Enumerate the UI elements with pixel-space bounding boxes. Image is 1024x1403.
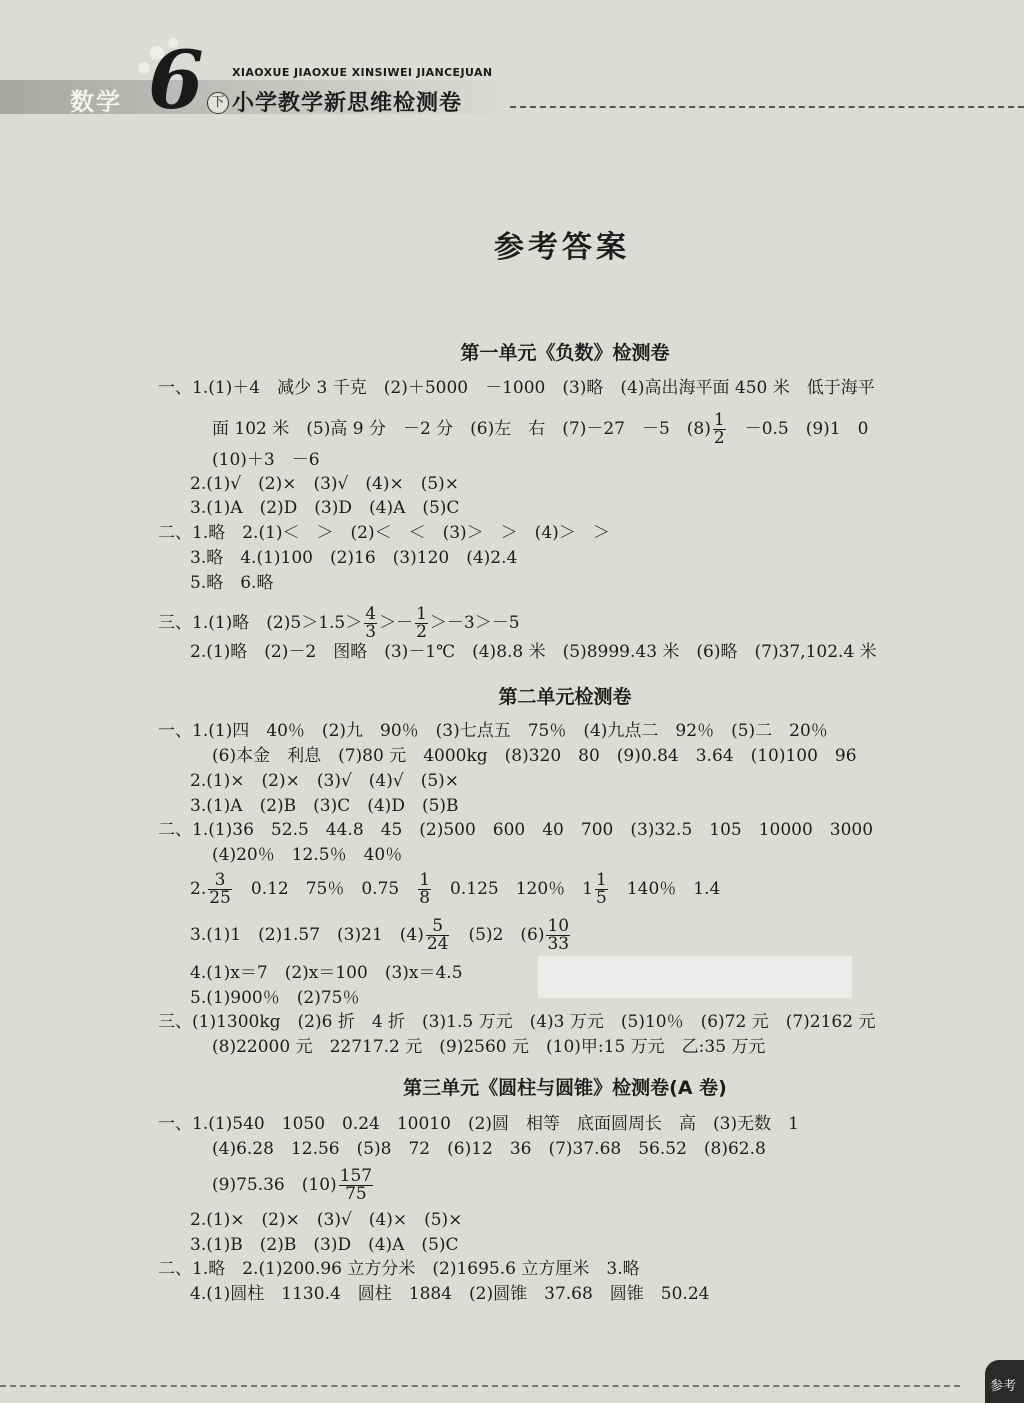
answer-line: 一、1.(1)＋4 减少 3 千克 (2)＋5000 －1000 (3)略 (4)高出海平面 450 米 低于海平 (158, 378, 875, 398)
header-volume: 下 (207, 92, 229, 114)
answer-line: 三、1.(1)略 (2)5＞1.5＞ $\frac{4}{3}$ ＞－ $\frac{1}{2}$ ＞－3＞－5 (158, 604, 520, 642)
answer-line: 2.(1)√ (2)× (3)√ (4)× (5)× (190, 474, 460, 494)
answer-line: 3.(1)B (2)B (3)D (4)A (5)C (190, 1235, 459, 1255)
answer-line: 一、1.(1)540 1050 0.24 10010 (2)圆 相等 底面圆周长 高 (3)无数 1 (158, 1114, 799, 1134)
fraction: $\frac{5}{24}$ (426, 916, 449, 954)
answer-line: 4.(1)圆柱 1130.4 圆柱 1884 (2)圆锥 37.68 圆锥 50.24 (190, 1284, 710, 1304)
answer-line: 5.略 6.略 (190, 573, 274, 593)
header-title: 小学教学新思维检测卷 (232, 91, 463, 116)
answer-line: 3.略 4.(1)100 (2)16 (3)120 (4)2.4 (190, 548, 518, 568)
answer-line: 3.(1)1 (2)1.57 (3)21 (4) $\frac{5}{24}$ (5)2 (6) $\frac{10}{33}$ (190, 916, 570, 954)
fraction: $\frac{1}{2}$ (713, 410, 725, 448)
answer-line: 二、1.(1)36 52.5 44.8 45 (2)500 600 40 700 (3)32.5 105 10000 3000 (158, 820, 874, 840)
footer-divider (0, 1385, 960, 1387)
fraction: $\frac{1}{5}$ (595, 870, 607, 908)
section-title: 第一单元《负数》检测卷 (460, 342, 670, 364)
answer-line: (4)20％ 12.5％ 40％ (212, 845, 403, 865)
answer-line: (8)22000 元 22717.2 元 (9)2560 元 (10)甲:15 万元 乙:35 万元 (212, 1037, 766, 1057)
answer-line: 2. $\frac{3}{25}$ 0.12 75％ 0.75 $\frac{1}{8}$ 0.125 120％ 1 $\frac{1}{5}$ 140％ 1.4 (190, 870, 721, 908)
section-title: 第三单元《圆柱与圆锥》检测卷(A 卷) (403, 1077, 727, 1099)
answer-line: 2.(1)× (2)× (3)√ (4)√ (5)× (190, 771, 460, 791)
answer-line: 二、1.略 2.(1)200.96 立方分米 (2)1695.6 立方厘米 3.略 (158, 1259, 640, 1279)
answer-line: (4)6.28 12.56 (5)8 72 (6)12 36 (7)37.68 56.52 (8)62.8 (212, 1139, 766, 1159)
answer-line: 3.(1)A (2)D (3)D (4)A (5)C (190, 498, 460, 518)
answer-line: (10)＋3 －6 (212, 450, 320, 470)
fraction: $\frac{1}{8}$ (419, 870, 431, 908)
answer-line: 3.(1)A (2)B (3)C (4)D (5)B (190, 796, 459, 816)
answer-line: (9)75.36 (10) $\frac{157}{75}$ (212, 1166, 373, 1204)
fraction: $\frac{3}{25}$ (209, 870, 231, 908)
answer-line: 面 102 米 (5)高 9 分 －2 分 (6)左 右 (7)－27 －5 (8) $\frac{1}{2}$ －0.5 (9)1 0 (212, 410, 869, 448)
answer-line: 2.(1)略 (2)－2 图略 (3)－1℃ (4)8.8 米 (5)8999.43 米 (6)略 (7)37,102.4 米 (190, 642, 877, 662)
answer-line: 5.(1)900％ (2)75％ (190, 988, 360, 1008)
page-title: 参考答案 (494, 230, 630, 265)
corner-label: 参考 (990, 1379, 1017, 1394)
page-header (0, 0, 1024, 150)
fraction: $\frac{157}{75}$ (339, 1166, 373, 1204)
answer-line: 二、1.略 2.(1)＜ ＞ (2)＜ ＜ (3)＞ ＞ (4)＞ ＞ (158, 523, 610, 543)
answer-line: 一、1.(1)四 40％ (2)九 90％ (3)七点五 75％ (4)九点二 92％ (5)二 20％ (158, 721, 828, 741)
header-grade: 6 (148, 33, 204, 127)
header-divider (510, 106, 1024, 108)
answer-line: (6)本金 利息 (7)80 元 4000kg (8)320 80 (9)0.84 3.64 (10)100 96 (212, 746, 857, 766)
answer-line: 4.(1)x＝7 (2)x＝100 (3)x＝4.5 (190, 963, 463, 983)
header-pinyin: XIAOXUE JIAOXUE XINSIWEI JIANCEJUAN (232, 66, 493, 79)
section-title: 第二单元检测卷 (498, 686, 632, 708)
header-subject: 数学 (70, 88, 122, 116)
fraction: $\frac{4}{3}$ (365, 604, 377, 642)
fraction: $\frac{1}{2}$ (416, 604, 427, 642)
redacted-area (538, 956, 852, 998)
answer-line: 2.(1)× (2)× (3)√ (4)× (5)× (190, 1210, 463, 1230)
answer-line: 三、(1)1300kg (2)6 折 4 折 (3)1.5 万元 (4)3 万元 (5)10％ (6)72 元 (7)2162 元 (158, 1012, 876, 1032)
fraction: $\frac{10}{33}$ (547, 916, 570, 954)
